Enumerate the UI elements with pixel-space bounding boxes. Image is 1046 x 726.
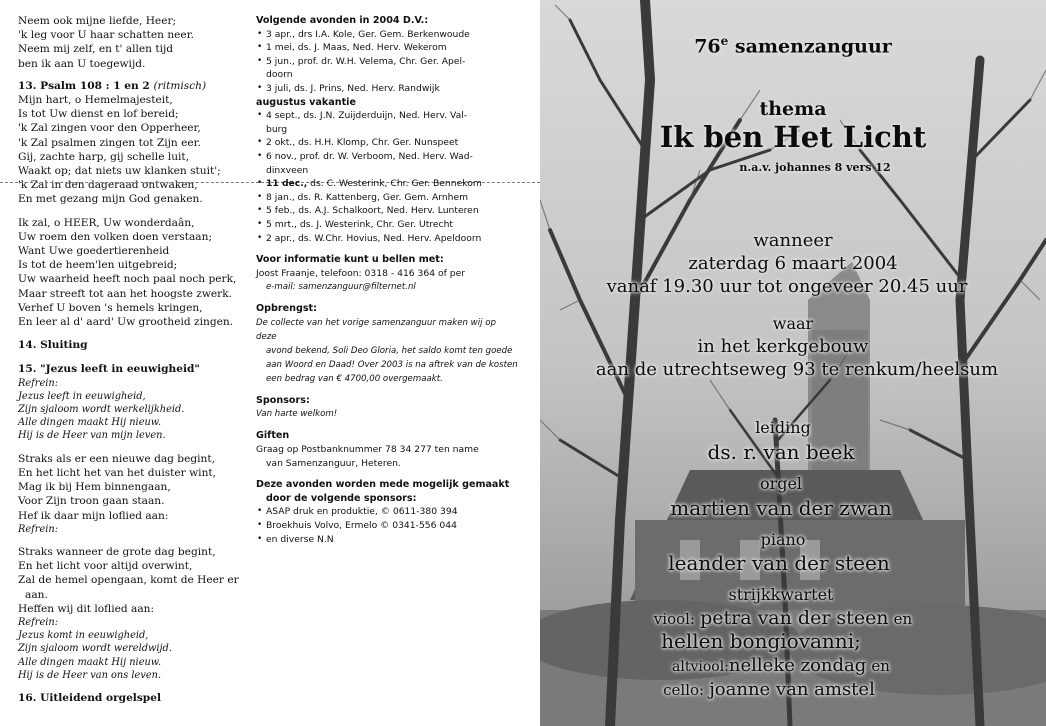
line: Hij is de Heer van ons leven. bbox=[18, 669, 162, 681]
line: Refrein: bbox=[18, 377, 59, 389]
orgel-name: martien van der zwan bbox=[670, 496, 892, 520]
line: Want Uwe goedertierenheid bbox=[18, 245, 170, 258]
item-date: 1 mei, bbox=[266, 42, 295, 54]
line: Ik zal, o HEER, Uw wonderdaân, bbox=[18, 216, 195, 229]
list-item bbox=[256, 177, 518, 191]
line: 'k Zal psalmen zingen tot Zijn eer. bbox=[18, 136, 201, 149]
opbrengst-line: aan Woord en Daad! Over 2003 is na aftrek van de kosten bbox=[266, 359, 518, 370]
item-date: 8 jan., bbox=[266, 191, 295, 203]
orgelspel-heading: 16. Uitleidend orgelspel bbox=[18, 691, 161, 704]
line: 'k Zal zingen voor den Opperheer, bbox=[18, 122, 201, 135]
line: Is tot Uw dienst en lof bereid; bbox=[18, 108, 179, 121]
item-date: 3 juli, bbox=[266, 82, 292, 94]
waar-label: waar bbox=[772, 314, 814, 333]
item-cont: doorn bbox=[266, 69, 293, 81]
sponsor-list bbox=[256, 505, 518, 546]
item-text: prof. dr. W. Verboom, Ned. Herv. Wad- bbox=[299, 150, 473, 162]
info-line: Joost Fraanje, telefoon: 0318 - 416 364 of per bbox=[256, 267, 466, 279]
psalm-heading-text: 13. Psalm 108 : 1 en 2 bbox=[18, 79, 150, 92]
item-date: 11 dec., bbox=[266, 178, 308, 190]
mogelijk-block bbox=[256, 478, 518, 546]
list-item bbox=[256, 82, 518, 96]
list-item bbox=[256, 55, 518, 82]
songs-column bbox=[18, 14, 243, 705]
strijkkwartet-label: strijkkwartet bbox=[728, 585, 834, 604]
line: Mijn hart, o Hemelmajesteit, bbox=[18, 94, 173, 107]
item-date: 3 apr., bbox=[266, 28, 296, 40]
item-text: ds. R. Kattenberg, Ger. Gem. Arnhem bbox=[297, 191, 469, 203]
giften-line: van Samenzanguur, Heteren. bbox=[266, 457, 401, 469]
item-cont: dinxveen bbox=[266, 164, 309, 176]
item-text: prof. dr. W.H. Velema, Chr. Ger. Apel- bbox=[297, 55, 466, 67]
line: En het licht voor altijd overwint, bbox=[18, 560, 193, 573]
thema-ref: n.a.v. johannes 8 vers 12 bbox=[739, 161, 891, 174]
list-item bbox=[256, 204, 518, 218]
en-word: en bbox=[893, 610, 913, 628]
line: Refrein: bbox=[18, 523, 59, 535]
jezus-heading: 15. "Jezus leeft in eeuwigheid" bbox=[18, 363, 200, 376]
item-text: ds. J. Prins, Ned. Herv. Randwijk bbox=[294, 82, 440, 94]
mogelijk-heading-2: door de volgende sponsors: bbox=[266, 492, 417, 504]
item-text: ds. J.N. Zuijderduijn, Ned. Herv. Val- bbox=[303, 110, 468, 122]
address: aan de utrechtseweg 93 te renkum/heelsum bbox=[595, 359, 999, 380]
line: Neem ook mijne liefde, Heer; bbox=[18, 15, 177, 27]
cello-label: cello: bbox=[663, 681, 705, 699]
line: Voor Zijn troon gaan staan. bbox=[18, 495, 165, 508]
item-text: drs I.A. Kole, Ger. Gem. Berkenwoude bbox=[297, 28, 470, 40]
edition-word: samenzanguur bbox=[734, 35, 892, 58]
line: En met gezang mijn God genaken. bbox=[18, 193, 203, 206]
leiding-label: leiding bbox=[755, 418, 811, 437]
vakantie-note: augustus vakantie bbox=[256, 96, 356, 108]
avonden-list-2 bbox=[256, 109, 518, 245]
edition-title bbox=[540, 34, 1046, 57]
line: ben ik aan U toegewijd. bbox=[18, 57, 146, 70]
line: Hij is de Heer van mijn leven. bbox=[18, 430, 166, 442]
info-heading: Voor informatie kunt u bellen met: bbox=[256, 254, 444, 266]
list-item bbox=[256, 136, 518, 150]
viool-name-2: hellen bongiovanni; bbox=[661, 629, 861, 653]
sponsors-heading: Sponsors: bbox=[256, 394, 310, 406]
piano-label: piano bbox=[760, 530, 806, 549]
line: Maar streeft tot aan het hoogste zwerk. bbox=[18, 287, 233, 300]
list-item bbox=[256, 41, 518, 55]
thema-label: thema bbox=[759, 98, 827, 120]
item-text: ds. J. Westerink, Chr. Ger. Utrecht bbox=[299, 218, 454, 230]
thema-title: Ik ben Het Licht bbox=[659, 120, 927, 154]
sluiting-heading: 14. Sluiting bbox=[18, 339, 88, 352]
psalm-stanza-2 bbox=[18, 216, 243, 330]
event-time: vanaf 19.30 uur tot ongeveer 20.45 uur bbox=[606, 276, 968, 297]
list-item bbox=[256, 150, 518, 177]
list-item: • en diverse N.N bbox=[256, 533, 518, 547]
line: En het licht het van het duister wint, bbox=[18, 466, 217, 479]
sponsors-text: Van harte welkom! bbox=[256, 409, 338, 420]
line: Refrein: bbox=[18, 616, 59, 628]
stanza-top bbox=[18, 14, 243, 71]
line: Is tot de heem'len uitgebreid; bbox=[18, 259, 178, 272]
info-block bbox=[256, 253, 518, 294]
psalm-heading bbox=[18, 79, 243, 93]
cello-line bbox=[516, 679, 1022, 700]
line: Uw roem den volken doen verstaan; bbox=[18, 230, 213, 243]
line: Verhef U boven 's hemels kringen, bbox=[18, 301, 203, 314]
list-item: • ASAP druk en produktie, © 0611-380 394 bbox=[256, 505, 518, 519]
line: Zijn sjaloom wordt werkelijkheid. bbox=[18, 404, 185, 416]
item-text: ds. W.Chr. Hovius, Ned. Herv. Apeldoorn bbox=[297, 232, 482, 244]
item-text: ds. J. Maas, Ned. Herv. Wekerom bbox=[297, 42, 447, 54]
opbrengst-line: een bedrag van € 4700,00 overgemaakt. bbox=[266, 373, 443, 384]
item-text: ds. A.J. Schalkoort, Ned. Herv. Lunteren bbox=[298, 205, 479, 217]
avonden-heading: Volgende avonden in 2004 D.V.: bbox=[256, 15, 429, 26]
item-date: 5 feb., bbox=[266, 205, 296, 217]
jezus-stanza-1 bbox=[18, 452, 243, 536]
sponsors-block bbox=[256, 394, 518, 422]
psalm-stanza-1 bbox=[18, 93, 243, 207]
avonden-list bbox=[256, 28, 518, 96]
list-item bbox=[256, 191, 518, 205]
opbrengst-heading: Opbrengst: bbox=[256, 303, 317, 315]
line: Alle dingen maakt Hij nieuw. bbox=[18, 656, 162, 668]
line: Jezus komt in eeuwigheid, bbox=[18, 630, 149, 642]
line: aan. bbox=[25, 588, 48, 601]
list-item bbox=[256, 28, 518, 42]
viool-label: viool: bbox=[653, 610, 695, 628]
item-date: 6 nov., bbox=[266, 150, 297, 162]
opbrengst-line: De collecte van het vorige samenzanguur maken wij op deze bbox=[256, 317, 496, 342]
altviool-line bbox=[528, 655, 1034, 676]
cello-name: joanne van amstel bbox=[709, 679, 875, 700]
line: Straks wanneer de grote dag begint, bbox=[18, 545, 216, 558]
line: Mag ik bij Hem binnengaan, bbox=[18, 481, 171, 494]
line: Waakt op; dat niets uw klanken stuit'; bbox=[18, 165, 221, 178]
refrain-2 bbox=[18, 616, 243, 682]
item-date: 5 mrt., bbox=[266, 218, 297, 230]
poster-text bbox=[540, 0, 1046, 726]
list-item bbox=[256, 218, 518, 232]
line: 'k leg voor U haar schatten neer. bbox=[18, 29, 194, 42]
line: En leer al d' aard' Uw grootheid zingen. bbox=[18, 316, 234, 329]
item-text: ds. C. Westerink, Chr. Ger. Bennekom bbox=[310, 178, 482, 190]
line: Uw waarheid heeft noch paal noch perk, bbox=[18, 273, 237, 286]
giften-heading: Giften bbox=[256, 430, 290, 442]
viool-name: petra van der steen bbox=[700, 607, 889, 629]
info-column bbox=[256, 14, 518, 546]
refrain-1 bbox=[18, 377, 243, 443]
opbrengst-block bbox=[256, 302, 518, 386]
line: Zal de hemel opengaan, komt de Heer er bbox=[18, 574, 239, 587]
piano-name: leander van der steen bbox=[668, 551, 890, 575]
edition-num: 76 bbox=[694, 35, 721, 58]
mogelijk-heading: Deze avonden worden mede mogelijk gemaakt bbox=[256, 479, 510, 491]
event-date: zaterdag 6 maart 2004 bbox=[688, 253, 898, 274]
en-word: en bbox=[871, 657, 890, 675]
edition-sup: e bbox=[720, 34, 729, 48]
list-item: • Broekhuis Volvo, Ermelo © 0341-556 044 bbox=[256, 519, 518, 533]
altviool-label: altviool: bbox=[672, 659, 729, 675]
line: Heffen wij dit loflied aan: bbox=[18, 602, 155, 615]
giften-line: Graag op Postbanknummer 78 34 277 ten name bbox=[256, 444, 479, 456]
venue: in het kerkgebouw bbox=[697, 336, 869, 357]
psalm-heading-sub: (ritmisch) bbox=[153, 79, 207, 92]
item-date: 2 apr., bbox=[266, 232, 296, 244]
orgel-label: orgel bbox=[759, 474, 803, 493]
wanneer-label: wanneer bbox=[753, 230, 833, 251]
altviool-name: nelleke zondag bbox=[728, 655, 867, 676]
list-item bbox=[256, 232, 518, 246]
item-text: ds. H.H. Klomp, Chr. Ger. Nunspeet bbox=[298, 137, 459, 149]
line: 'k Zal in den dageraad ontwaken, bbox=[18, 179, 198, 192]
line: Alle dingen maakt Hij nieuw. bbox=[18, 417, 162, 429]
viool-line bbox=[530, 607, 1036, 629]
jezus-stanza-2 bbox=[18, 545, 243, 616]
line: Neem mij zelf, en t' allen tijd bbox=[18, 43, 174, 56]
line: Hef ik daar mijn loflied aan: bbox=[18, 509, 169, 522]
line: Gij, zachte harp, gij schelle luit, bbox=[18, 150, 190, 163]
line: Zijn sjaloom wordt wereldwijd. bbox=[18, 643, 172, 655]
leiding-name: ds. r. van beek bbox=[707, 440, 855, 464]
info-email: e-mail: samenzanguur@filternet.nl bbox=[266, 282, 416, 293]
item-date: 2 okt., bbox=[266, 137, 296, 149]
item-cont: burg bbox=[266, 123, 288, 135]
opbrengst-line: avond bekend, Soli Deo Gloria, het saldo komt ten goede bbox=[266, 345, 513, 356]
line: Straks als er een nieuwe dag begint, bbox=[18, 452, 215, 465]
item-date: 5 jun., bbox=[266, 55, 295, 67]
giften-block bbox=[256, 429, 518, 470]
line: Jezus leeft in eeuwigheid, bbox=[18, 390, 146, 402]
item-date: 4 sept., bbox=[266, 110, 301, 122]
list-item bbox=[256, 109, 518, 136]
